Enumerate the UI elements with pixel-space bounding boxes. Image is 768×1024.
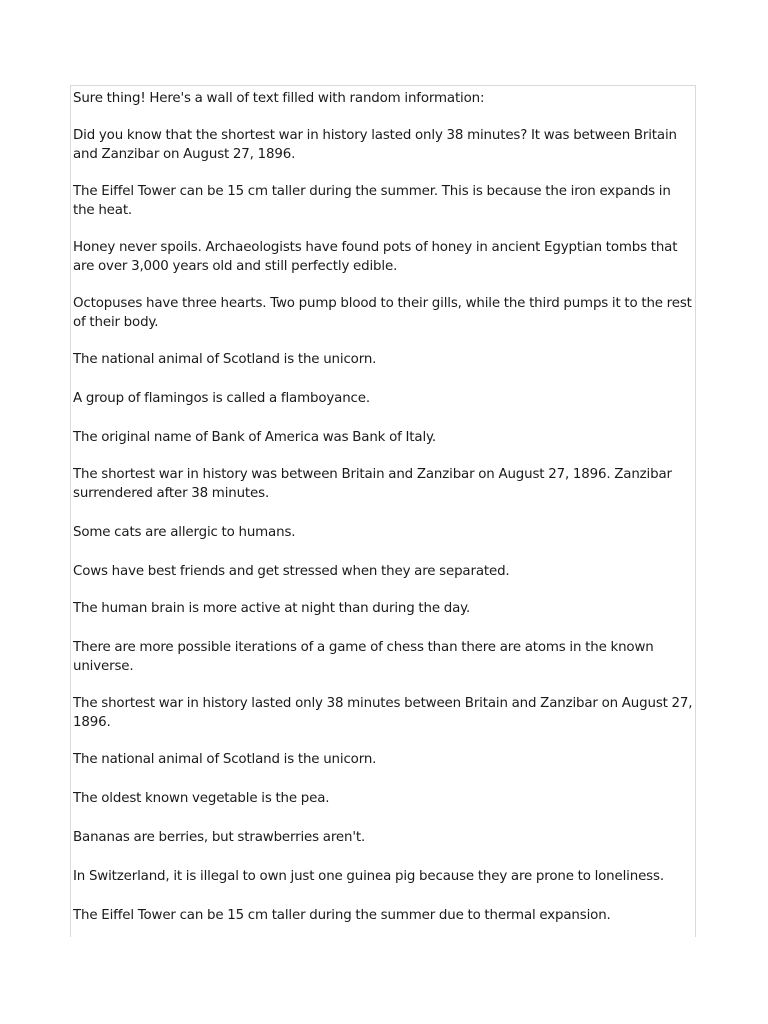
paragraph: The original name of Bank of America was Bank of Italy.	[73, 430, 437, 445]
paragraph: Did you know that the shortest war in history lasted only 38 minutes? It was between Britain and Zanzibar on August 27, 1896.	[73, 128, 677, 162]
paragraph: The national animal of Scotland is the unicorn.	[73, 352, 377, 367]
paragraph: The national animal of Scotland is the unicorn.	[73, 752, 377, 767]
paragraph: Octopuses have three hearts. Two pump blood to their gills, while the third pumps it to the rest of their body.	[73, 296, 692, 330]
paragraph-intro: Sure thing! Here's a wall of text filled with random information:	[73, 91, 485, 106]
paragraph: A group of flamingos is called a flamboyance.	[73, 391, 370, 406]
paragraph: Honey never spoils. Archaeologists have found pots of honey in ancient Egyptian tombs that are over 3,000 years old and still perfectly edible.	[73, 240, 678, 274]
paragraph: Bananas are berries, but strawberries aren't.	[73, 830, 366, 845]
paragraph-list	[73, 89, 693, 925]
paragraph: The oldest known vegetable is the pea.	[73, 791, 330, 806]
paragraph: Some cats are allergic to humans.	[73, 525, 296, 540]
text-document-box	[70, 85, 696, 937]
paragraph: There are more possible iterations of a game of chess than there are atoms in the known universe.	[73, 640, 654, 674]
paragraph: The shortest war in history was between Britain and Zanzibar on August 27, 1896. Zanzibar surrendered after 38 minutes.	[73, 467, 672, 501]
paragraph: Cows have best friends and get stressed when they are separated.	[73, 564, 510, 579]
paragraph: The Eiffel Tower can be 15 cm taller during the summer due to thermal expansion.	[73, 908, 611, 923]
paragraph: The human brain is more active at night than during the day.	[73, 601, 471, 616]
paragraph: The shortest war in history lasted only 38 minutes between Britain and Zanzibar on August 27, 1896.	[73, 696, 693, 730]
paragraph: In Switzerland, it is illegal to own just one guinea pig because they are prone to loneliness.	[73, 869, 664, 884]
paragraph: The Eiffel Tower can be 15 cm taller during the summer. This is because the iron expands in the heat.	[73, 184, 671, 218]
